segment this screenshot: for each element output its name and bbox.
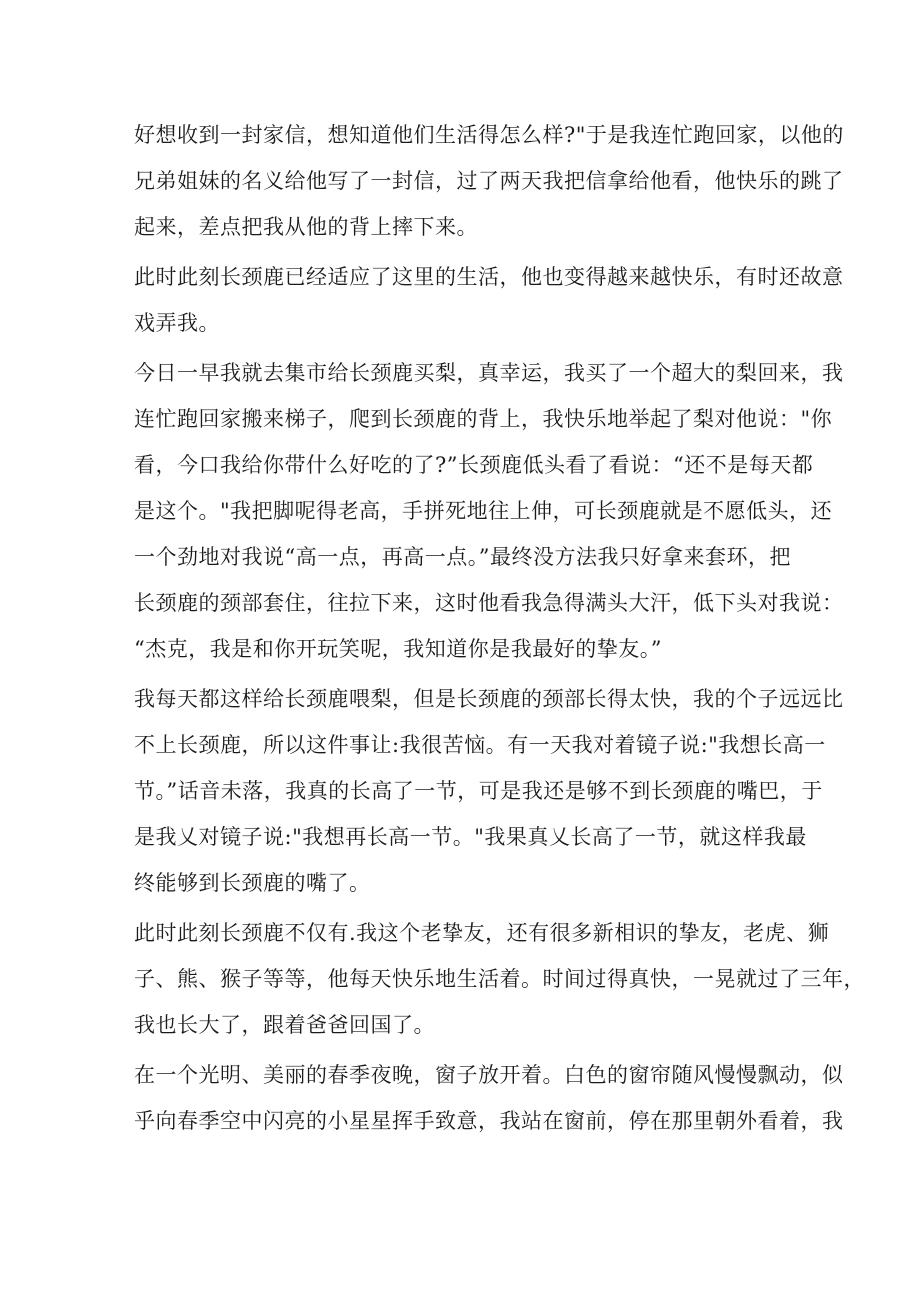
text-line: 在一个光明、美丽的春季夜晚，窗子放开着。白色的窗帘随风慢慢飘动，似 xyxy=(134,1063,844,1087)
document-body xyxy=(134,112,865,1148)
text-line: 节。”话音未落，我真的长高了一节，可是我还是够不到长颈鹿的嘴巴，于 xyxy=(134,779,823,803)
text-line: 戏弄我。 xyxy=(134,311,220,335)
text-line: “杰克，我是和你开玩笑呢，我知道你是我最好的挚友。” xyxy=(134,637,662,661)
text-line: 是这个。"我把脚呢得老高，手拼死地往上伸，可长颈鹿就是不愿低头，还 xyxy=(134,499,833,523)
text-line: 我每天都这样给长颈鹿喂梨，但是长颈鹿的颈部长得太快，我的个子远远比 xyxy=(134,687,844,711)
text-line: 看，今口我给你带什么好吃的了?”长颈鹿低头看了看说：“还不是每天都 xyxy=(134,453,814,477)
paragraph-3 xyxy=(134,350,844,672)
text-line: 今日一早我就去集市给长颈鹿买梨，真幸运，我买了一个超大的梨回来，我 xyxy=(134,361,844,385)
text-line: 乎向春季空中闪亮的小星星挥手致意，我站在窗前，停在那里朝外看着，我 xyxy=(134,1109,844,1133)
text-line: 长颈鹿的颈部套住，往拉下来，这时他看我急得满头大汗，低下头对我说： xyxy=(134,591,844,615)
text-line: 我也长大了，跟着爸爸回国了。 xyxy=(134,1013,435,1037)
paragraph-6 xyxy=(134,1052,844,1144)
text-line: 兄弟姐妹的名义给他写了一封信，过了两天我把信拿给他看，他快乐的跳了 xyxy=(134,169,844,193)
text-line: 子、熊、猴子等等，他每天快乐地生活着。时间过得真快，一晃就过了三年， xyxy=(134,967,865,991)
paragraph-2 xyxy=(134,254,844,346)
text-line: 起来，差点把我从他的背上摔下来。 xyxy=(134,215,478,239)
text-line: 此时此刻长颈鹿已经适应了这里的生活，他也变得越来越快乐，有时还故意 xyxy=(134,265,844,289)
text-line: 此时此刻长颈鹿不仅有.我这个老挚友，还有很多新相识的挚友，老虎、狮 xyxy=(134,921,830,945)
paragraph-1 xyxy=(134,112,844,250)
text-line: 连忙跑回家搬来梯子，爬到长颈鹿的背上，我快乐地举起了梨对他说："你 xyxy=(134,407,833,431)
text-line: 终能够到长颈鹿的嘴了。 xyxy=(134,871,371,895)
text-line: 好想收到一封家信，想知道他们生活得怎么样?"于是我连忙跑回家，以他的 xyxy=(134,123,844,147)
paragraph-4 xyxy=(134,676,844,906)
text-line: 是我乂对镜子说:"我想再长高一节。"我果真乂长高了一节，就这样我最 xyxy=(134,825,807,849)
text-line: 不上长颈鹿，所以这件事让:我很苦恼。有一天我对着镜子说:"我想长高一 xyxy=(134,733,826,757)
paragraph-5 xyxy=(134,910,865,1048)
text-line: 一个劲地对我说“高一点，再高一点。”最终没方法我只好拿来套环，把 xyxy=(134,545,791,569)
